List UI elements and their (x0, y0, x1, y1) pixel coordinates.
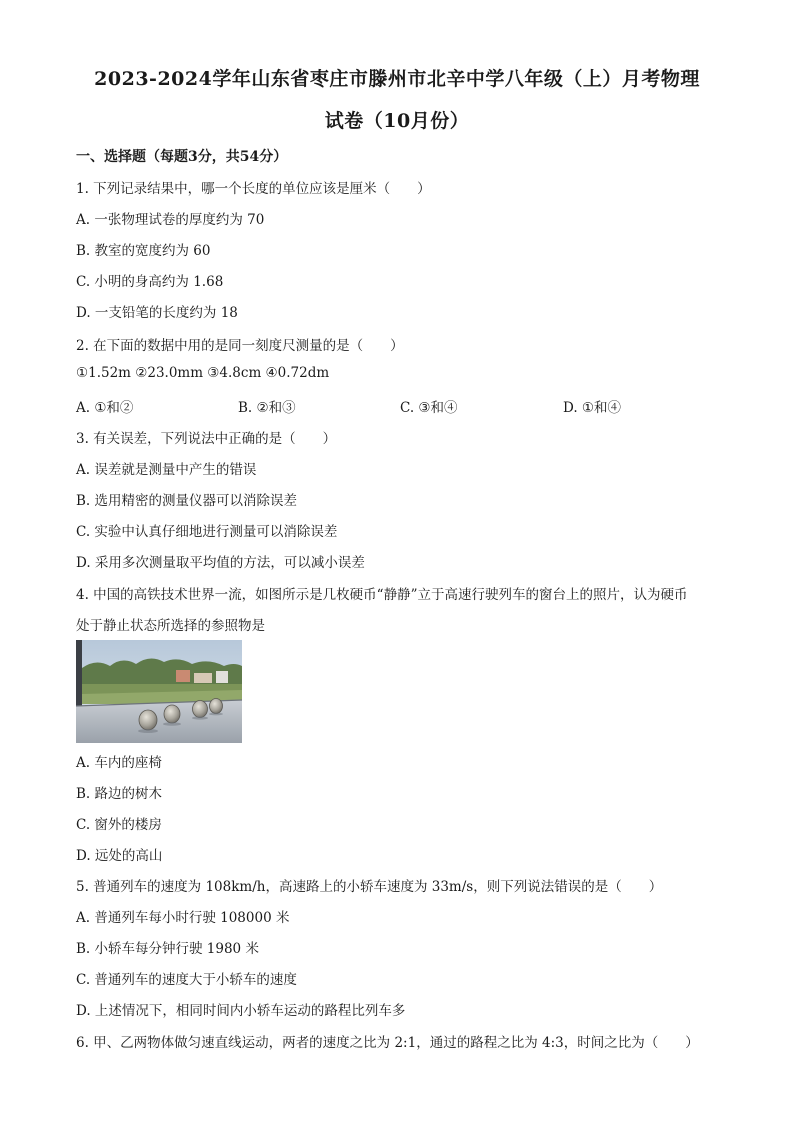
question-1-stem: 1. 下列记录结果中，哪一个长度的单位应该是厘米（ ） (76, 181, 431, 197)
question-1-option-c: C. 小明的身高约为 1.68 (76, 274, 224, 290)
question-2-stem: 2. 在下面的数据中用的是同一刻度尺测量的是（ ） (76, 338, 404, 354)
question-3-option-b: B. 选用精密的测量仪器可以消除误差 (76, 493, 298, 509)
question-5-option-c: C. 普通列车的速度大于小轿车的速度 (76, 972, 297, 988)
question-4-option-a: A. 车内的座椅 (76, 755, 162, 771)
question-1-option-a: A. 一张物理试卷的厚度约为 70 (76, 212, 265, 228)
question-6-stem: 6. 甲、乙两物体做匀速直线运动，两者的速度之比为 2:1，通过的路程之比为 4:3，时间之比为（ ） (76, 1035, 699, 1051)
exam-title-line1: 2023-2024学年山东省枣庄市滕州市北辛中学八年级（上）月考物理 (94, 68, 700, 90)
question-1-option-d: D. 一支铅笔的长度约为 18 (76, 305, 238, 321)
question-2-data: ①1.52m ②23.0mm ③4.8cm ④0.72dm (76, 365, 330, 381)
question-5-option-b: B. 小轿车每分钟行驶 1980 米 (76, 941, 259, 957)
question-3-option-a: A. 误差就是测量中产生的错误 (76, 462, 257, 478)
question-5-option-a: A. 普通列车每小时行驶 108000 米 (76, 910, 290, 926)
question-2-option-c: C. ③和④ (400, 400, 458, 416)
question-2-option-a: A. ①和② (76, 400, 134, 416)
question-3-option-d: D. 采用多次测量取平均值的方法，可以减小误差 (76, 555, 365, 571)
question-5-option-d: D. 上述情况下，相同时间内小轿车运动的路程比列车多 (76, 1003, 406, 1019)
question-2-option-b: B. ②和③ (238, 400, 296, 416)
question-3-option-c: C. 实验中认真仔细地进行测量可以消除误差 (76, 524, 338, 540)
question-2-option-d: D. ①和④ (563, 400, 622, 416)
question-4-option-c: C. 窗外的楼房 (76, 817, 162, 833)
question-4-option-d: D. 远处的高山 (76, 848, 163, 864)
question-4-option-b: B. 路边的树木 (76, 786, 163, 802)
question-1-option-b: B. 教室的宽度约为 60 (76, 243, 211, 259)
exam-title-line2: 试卷（10月份） (324, 110, 470, 132)
question-3-stem: 3. 有关误差，下列说法中正确的是（ ） (76, 431, 337, 447)
coins-on-train-windowsill-photo (76, 640, 242, 743)
question-4-stem-line2: 处于静止状态所选择的参照物是 (76, 618, 265, 634)
question-4-stem-line1: 4. 中国的高铁技术世界一流，如图所示是几枚硬币“静静”立于高速行驶列车的窗台上的照片，认为硬币 (76, 587, 688, 603)
question-5-stem: 5. 普通列车的速度为 108km/h，高速路上的小轿车速度为 33m/s，则下列说法错误的是（ ） (76, 879, 663, 895)
section-heading-choice: 一、选择题（每题3分，共54分） (76, 149, 288, 165)
